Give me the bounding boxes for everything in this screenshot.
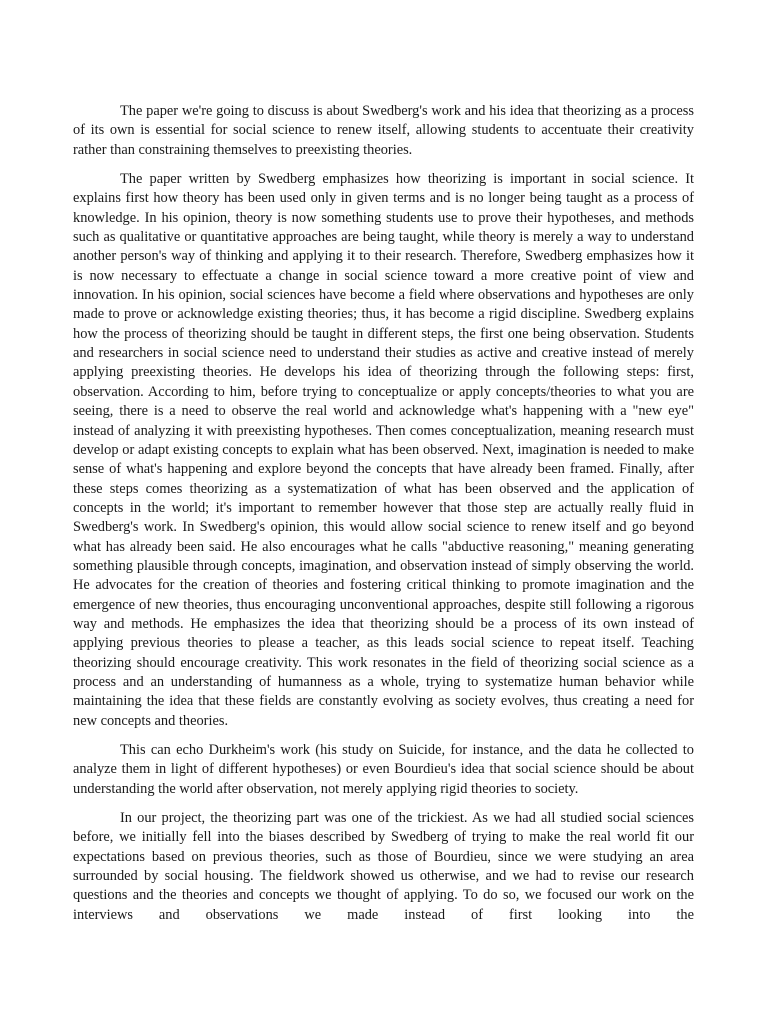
paragraph-our-project: In our project, the theorizing part was one of the trickiest. As we had all studied social sciences before, we initially fell into the biases described by Swedberg of trying to make the real world fit our expectations based on previous theories, such as those of Bourdieu, since we were studying an area surrounded by social housing. The fieldwork showed us otherwise, and we had to revise our research questions and the theories and concepts we thought of applying. To do so, we focused our work on the interviews and observations we made instead of first looking into the — [73, 810, 694, 923]
document-page — [73, 102, 694, 935]
paragraph-durkheim-bourdieu: This can echo Durkheim's work (his study on Suicide, for instance, and the data he collected to analyze them in light of different hypotheses) or even Bourdieu's idea that social science should be about understanding the world after observation, not merely applying rigid theories to society. — [73, 742, 694, 797]
paragraph-swedberg-summary: The paper written by Swedberg emphasizes how theorizing is important in social science. It explains first how theory has been used only in given terms and is no longer being taught as a process of knowledge. In his opinion, theory is now something students use to prove their hypotheses, and methods such as qualitative or quantitative approaches are being taught, while theory is merely a way to understand another person's way of thinking and applying it to their research. Therefore, Swedberg emphasizes how it is now necessary to effectuate a change in social science toward a more creative point of view and innovation. In his opinion, social sciences have become a field where observations and hypotheses are only made to prove or acknowledge existing theories; thus, it has become a rigid discipline. Swedberg explains how the process of theorizing should be taught in different steps, the first one being observation. Students and researchers in social science need to understand their studies as active and creative instead of merely applying preexisting theories. He develops his idea of theorizing through the following steps: first, observation. According to him, before trying to conceptualize or apply concepts/theories to what you are seeing, there is a need to observe the real world and acknowledge what's happening with a "new eye" instead of analyzing it with preexisting hypotheses. Then comes conceptualization, meaning research must develop or adapt existing concepts to explain what has been observed. Next, imagination is needed to make sense of what's happening and explore beyond the concepts that have already been framed. Finally, after these steps comes theorizing as a systematization of what has been observed and the application of concepts in the world; it's important to remember however that those step are actually really fluid in Swedberg's work. In Swedberg's opinion, this would allow social science to renew itself and go beyond what has already been said. He also encourages what he calls "abductive reasoning," meaning generating something plausible through concepts, imagination, and observation instead of simply observing the world. He advocates for the creation of theories and fostering critical thinking to promote imagination and the emergence of new theories, thus encouraging unconventional approaches, despite still following a rigorous way and methods. He emphasizes the idea that theorizing should be a process of its own instead of applying previous theories to please a teacher, as this leads social science to repeat itself. Teaching theorizing should encourage creativity. This work resonates in the field of theorizing social science as a process and an understanding of humanness as a whole, trying to systematize human behavior while maintaining the idea that these fields are constantly evolving as society evolves, thus creating a need for new concepts and theories. — [73, 171, 694, 729]
paragraph-intro: The paper we're going to discuss is about Swedberg's work and his idea that theorizing as a process of its own is essential for social science to renew itself, allowing students to accentuate their creativity rather than constraining themselves to preexisting theories. — [73, 103, 694, 158]
